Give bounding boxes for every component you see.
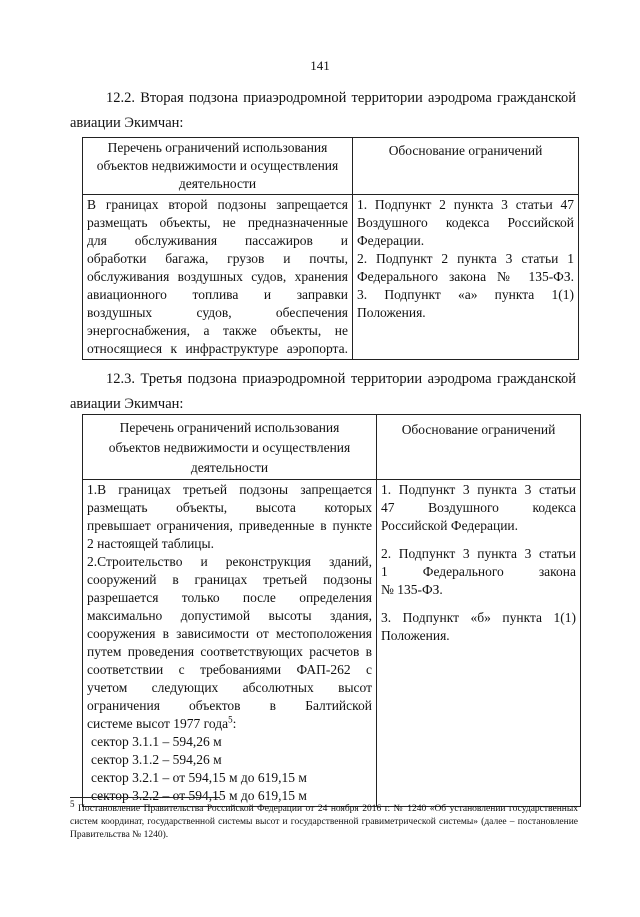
text-line: 1. Подпункт 3 пункта 3 статьи [381, 482, 576, 497]
column-header-restrictions: Перечень ограничений использования объектов недвижимости и осуществления деятельности [83, 415, 377, 480]
table-header-row [83, 415, 581, 480]
section-12-3-heading [70, 367, 576, 417]
text-line: сооружения в зависимости от местоположения [87, 626, 372, 641]
text-line: 3. Подпункт «б» пункта 1(1) [381, 610, 576, 625]
column-header-restrictions: Перечень ограничений использования объектов недвижимости и осуществления деятельности [83, 138, 353, 195]
text-line: 47 Воздушного кодекса [381, 500, 576, 515]
text-line: 1.В границах третьей подзоны запрещается [87, 482, 372, 497]
text-line: Воздушного кодекса Российской [357, 215, 574, 230]
text-line: обслуживания воздушных судов, хранения [87, 269, 348, 284]
column-header-justification: Обоснование ограничений [353, 138, 579, 195]
footnote [70, 798, 578, 842]
justification-cell [353, 195, 579, 360]
text-line: воздушных судов, обеспечения [87, 305, 348, 320]
section-12-3-heading-line2: авиации Экимчан: [70, 396, 184, 412]
section-12-2-heading-line2: авиации Экимчан: [70, 115, 184, 131]
table-row [83, 195, 579, 360]
table-row [83, 480, 581, 807]
column-header-justification: Обоснование ограничений [377, 415, 581, 480]
table-header-row [83, 138, 579, 195]
section-12-3-table [82, 414, 581, 807]
text-line: размещать объекты, не предназначенные [87, 215, 348, 230]
sector-item: сектор 3.2.1 – от 594,15 м до 619,15 м [91, 770, 307, 785]
text-line: размещать объекты, высота которых [87, 500, 372, 515]
text-line: 1. Подпункт 2 пункта 3 статьи 47 [357, 197, 574, 212]
footnote-reference[interactable]: 5 [228, 714, 233, 725]
text-line: относящиеся к инфраструктуре аэропорта. [87, 341, 348, 356]
height-system-text: системе высот 1977 года [87, 716, 229, 731]
text-line: Положения. [381, 628, 450, 643]
text-line: № 135-ФЗ. [381, 582, 443, 597]
text-line: энергоснабжения, а также объекты, не [87, 323, 348, 338]
text-line: 1 Федерального закона [381, 564, 576, 579]
text-line: Федерального закона № 135-ФЗ. [357, 269, 574, 284]
text-line: 2 настоящей таблицы. [87, 536, 214, 551]
text-line: соответствии с требованиями ФАП-262 с [87, 662, 372, 677]
text-line: Федерации. [357, 233, 425, 248]
footnote-text: Постановление Правительства Российской Федерации от 24 ноября 2016 г. № 1240 «Об установлении государственных систем координат, государственной системы высот и государственной гравиметрической системы» (далее – постановление Правительства № 1240). [70, 804, 578, 840]
footnote-divider [70, 797, 220, 798]
footnote-number: 5 [70, 798, 75, 809]
sector-item: сектор 3.2.2 – от 594,15 м до 619,15 м [91, 788, 307, 803]
text-line: обработки багажа, грузов и почты, [87, 251, 348, 266]
restrictions-cell [83, 480, 377, 807]
section-12-3-heading-line1: 12.3. Третья подзона приаэродромной территории аэродрома гражданской [106, 371, 576, 387]
text-line: для обслуживания пассажиров и [87, 233, 348, 248]
text-line: Положения. [357, 305, 426, 320]
restrictions-cell [83, 195, 353, 360]
page-number: 141 [310, 58, 330, 73]
sector-item: сектор 3.1.1 – 594,26 м [91, 734, 222, 749]
text-line: 2.Строительство и реконструкция зданий, [87, 554, 372, 569]
text-line: Российской Федерации. [381, 518, 519, 533]
section-12-2-heading [70, 86, 576, 136]
section-12-2-table [82, 137, 579, 360]
text-line: авиационного топлива и заправки [87, 287, 348, 302]
text-line: учетом следующих абсолютных высот [87, 680, 372, 695]
text-line: 3. Подпункт «а» пункта 1(1) [357, 287, 574, 302]
text-line: В границах второй подзоны запрещается [87, 197, 348, 212]
section-12-2-heading-line1: 12.2. Вторая подзона приаэродромной территории аэродрома гражданской [106, 90, 576, 106]
text-line: ограничения объектов в Балтийской [87, 698, 372, 713]
text-line: системе высот 1977 года$^5$: [87, 714, 237, 731]
text-line: 2. Подпункт 3 пункта 3 статьи [381, 546, 576, 561]
justification-cell [377, 480, 581, 807]
sector-item: сектор 3.1.2 – 594,26 м [91, 752, 222, 767]
text-line: максимально допустимой высоты здания, [87, 608, 372, 623]
text-line: путем проведения соответствующих расчетов в [87, 644, 372, 659]
text-line: разрешается только после определения [87, 590, 372, 605]
text-line: сооружений в границах третьей подзоны [87, 572, 372, 587]
text-line: 2. Подпункт 2 пункта 3 статьи 1 [357, 251, 574, 266]
text-line: превышает ограничения, приведенные в пункте [87, 518, 372, 533]
